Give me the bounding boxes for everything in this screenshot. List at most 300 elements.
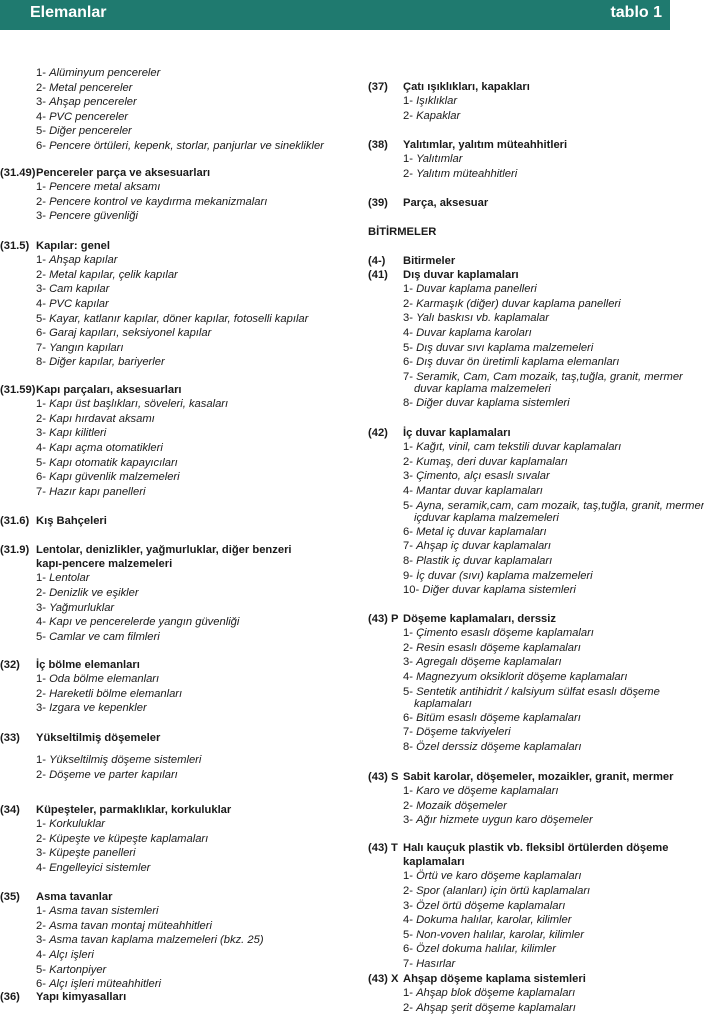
item-text: Kapı hırdavat aksamı <box>49 412 155 425</box>
item-text: Küpeşte ve küpeşte kaplamaları <box>49 832 209 845</box>
section-code: (34) <box>0 804 20 816</box>
item-text: Çimento esaslı döşeme kaplamaları <box>416 627 594 640</box>
section-title: Yapı kimyasalları <box>36 991 127 1003</box>
section <box>0 990 355 1004</box>
item-text: Özel örtü döşeme kaplamaları <box>416 899 566 912</box>
section-code: (37) <box>368 81 388 93</box>
item-number: 2- <box>36 687 50 700</box>
section-title: Dış duvar kaplamaları <box>403 269 519 281</box>
item-number: 2- <box>36 81 50 94</box>
section-heading <box>368 80 670 94</box>
item-text: Sentetik antihidrit / kalsiyum sülfat esaslı döşeme <box>416 685 660 698</box>
section <box>0 543 355 644</box>
item-number: 2- <box>36 268 50 281</box>
item-text: Izgara ve kepenkler <box>49 702 147 715</box>
item-text: Ayna, seramik,cam, cam mozaik, taş,tuğla, granit, mermer <box>416 499 704 512</box>
list-item <box>368 813 670 828</box>
item-number: 9- <box>403 569 417 582</box>
item-number: 3- <box>36 601 50 614</box>
item-text: Kapı ve pencerelerde yangın güvenliği <box>49 616 240 629</box>
item-text-cont: içduvar kaplama malzemeleri <box>414 512 559 525</box>
item-text: Ahşap kapılar <box>49 254 118 267</box>
item-number: 1- <box>36 398 50 411</box>
item-text: Garaj kapıları, seksiyonel kapılar <box>49 327 212 340</box>
item-text: Özel dokuma halılar, kilimler <box>416 943 556 956</box>
section <box>0 383 355 499</box>
item-number: 4- <box>36 616 50 629</box>
section-code: (41) <box>368 269 388 281</box>
item-text: Pencere metal aksamı <box>49 181 161 194</box>
item-text: İç duvar (sıvı) kaplama malzemeleri <box>416 569 593 582</box>
list-item <box>368 525 670 540</box>
section-code: (43) X <box>368 973 399 985</box>
item-number: 2- <box>403 455 417 468</box>
item-text: Kapı üst başlıkları, söveleri, kasaları <box>49 398 229 411</box>
item-text: Pencere güvenliği <box>49 210 138 223</box>
item-number: 2- <box>36 919 50 932</box>
item-text: Yağmurluklar <box>49 601 115 614</box>
section-code: (31.6) <box>0 515 30 527</box>
section-code: (31.49) <box>0 167 36 179</box>
item-number: 1- <box>36 254 50 267</box>
item-text: Hasırlar <box>416 957 456 970</box>
section-heading <box>0 166 355 180</box>
list-item <box>368 554 670 569</box>
section-code: (31.9) <box>0 544 30 556</box>
list-item <box>0 753 355 768</box>
item-text: Lentolar <box>49 572 90 585</box>
item-text: Yükseltilmiş döşeme sistemleri <box>49 754 202 767</box>
table-label: tablo 1 <box>610 4 662 21</box>
item-number: 7- <box>403 370 417 383</box>
list-item <box>0 66 355 81</box>
list-item <box>0 817 355 832</box>
item-text: Alüminyum pencereler <box>49 67 161 79</box>
list-item <box>368 670 670 685</box>
list-item <box>0 412 355 427</box>
item-text: Diğer kapılar, bariyerler <box>49 356 165 369</box>
section <box>0 658 355 716</box>
item-text: Mantar duvar kaplamaları <box>416 484 543 497</box>
item-text: Ahşap pencereler <box>49 96 137 109</box>
list-item <box>0 282 355 297</box>
item-number: 3- <box>36 283 50 296</box>
item-text: Kapı otomatik kapayıcıları <box>49 456 178 469</box>
section-heading <box>0 803 355 817</box>
item-text: Alçı işleri müteahhitleri <box>49 978 161 991</box>
section-heading <box>368 426 670 440</box>
section <box>368 612 670 755</box>
section-heading-cont <box>368 855 670 869</box>
section-title: Sabit karolar, döşemeler, mozaikler, granit, mermer <box>403 771 674 783</box>
item-number: 1- <box>36 818 50 831</box>
item-text: Kapı güvenlik malzemeleri <box>49 471 180 484</box>
section-code: (33) <box>0 732 20 744</box>
section-heading <box>368 254 670 268</box>
item-text: Pencere örtüleri, kepenk, storlar, panjurlar ve sineklikler <box>49 139 324 152</box>
section <box>368 972 670 1015</box>
section-title: Bitirmeler <box>403 255 456 267</box>
item-number: 1- <box>403 95 417 108</box>
item-text: Camlar ve cam filmleri <box>49 630 160 643</box>
list-item <box>0 672 355 687</box>
list-item <box>368 913 670 928</box>
item-text: Dış duvar ön üretimli kaplama elemanları <box>416 356 620 369</box>
item-text: Karmaşık (diğer) duvar kaplama panelleri <box>416 297 621 310</box>
item-number: 5- <box>36 630 50 643</box>
list-item <box>368 899 670 914</box>
item-number: 1- <box>403 283 417 296</box>
item-number: 2- <box>36 832 50 845</box>
item-number: 2- <box>403 1001 417 1014</box>
item-text: Mozaik döşemeler <box>416 799 507 812</box>
item-number: 1- <box>36 67 50 79</box>
item-number: 4- <box>36 297 50 310</box>
item-text: Kumaş, deri duvar kaplamaları <box>416 455 568 468</box>
list-item <box>0 485 355 500</box>
item-number: 3- <box>403 814 417 827</box>
item-text: Alçı işleri <box>49 948 94 961</box>
list-item <box>368 311 670 326</box>
list-item <box>368 484 670 499</box>
item-number: 1- <box>403 153 417 166</box>
list-item <box>368 396 670 411</box>
item-text: Agregalı döşeme kaplamaları <box>416 656 562 669</box>
section-heading <box>368 196 670 210</box>
section-heading <box>368 841 670 855</box>
item-text: Küpeşte panelleri <box>49 847 136 860</box>
item-number: 3- <box>36 427 50 440</box>
item-text: Oda bölme elemanları <box>49 673 160 686</box>
item-text: Karo ve döşeme kaplamaları <box>416 785 559 798</box>
section-heading <box>0 658 355 672</box>
page-header <box>0 0 670 30</box>
section-code: (43) S <box>368 771 399 783</box>
item-text: Yangın kapıları <box>49 341 124 354</box>
item-text-cont: duvar kaplama malzemeleri <box>414 383 551 396</box>
list-item <box>0 601 355 616</box>
item-number: 4- <box>403 914 417 927</box>
item-text: Hareketli bölme elemanları <box>49 687 183 700</box>
item-number: 7- <box>403 957 417 970</box>
item-number: 3- <box>36 96 50 109</box>
list-item <box>368 986 670 1001</box>
item-text: Bitüm esaslı döşeme kaplamaları <box>416 711 581 724</box>
section <box>0 66 355 154</box>
item-number: 5- <box>403 928 417 941</box>
item-text: Cam kapılar <box>49 283 110 296</box>
item-number: 2- <box>36 195 50 208</box>
item-number: 4- <box>36 861 50 874</box>
item-text: Döşeme takviyeleri <box>416 726 511 739</box>
list-item <box>368 326 670 341</box>
item-number: 1- <box>403 441 417 454</box>
item-number: 5- <box>36 125 50 138</box>
list-item <box>0 768 355 783</box>
section-code: (43) T <box>368 842 398 854</box>
list-item <box>0 701 355 716</box>
item-number: 5- <box>403 685 417 698</box>
item-number: 6- <box>403 943 417 956</box>
item-number: 7- <box>36 341 50 354</box>
list-item <box>0 615 355 630</box>
list-item <box>0 124 355 139</box>
list-item <box>368 583 670 598</box>
item-number: 3- <box>403 470 417 483</box>
list-item <box>368 928 670 943</box>
list-item <box>368 711 670 726</box>
item-text: Engelleyici sistemler <box>49 861 151 874</box>
item-number: 3- <box>403 656 417 669</box>
section <box>368 426 704 598</box>
item-text: Metal kapılar, çelik kapılar <box>49 268 178 281</box>
list-item <box>0 933 355 948</box>
item-text: Denizlik ve eşikler <box>49 586 139 599</box>
list-item <box>368 957 670 972</box>
section-title: İç duvar kaplamaları <box>403 427 511 439</box>
item-number: 4- <box>403 326 417 339</box>
item-number: 5- <box>403 341 417 354</box>
item-text: Diğer duvar kaplama sistemleri <box>422 584 576 597</box>
item-number: 4- <box>36 110 50 123</box>
item-number: 2- <box>36 586 50 599</box>
item-number: 2- <box>403 884 417 897</box>
item-text: Özel derssiz döşeme kaplamaları <box>416 740 582 753</box>
section <box>368 225 670 239</box>
section-heading <box>368 612 670 626</box>
item-text: Ahşap blok döşeme kaplamaları <box>416 987 576 1000</box>
item-number: 6- <box>36 978 50 991</box>
list-item <box>0 253 355 268</box>
section <box>368 770 674 828</box>
section-title: Yükseltilmiş döşemeler <box>36 732 161 744</box>
item-text: PVC pencereler <box>49 110 129 123</box>
section-title: Parça, aksesuar <box>403 197 489 209</box>
section-code: (39) <box>368 197 388 209</box>
list-item <box>0 441 355 456</box>
section <box>0 239 355 370</box>
item-text: Spor (alanları) için örtü kaplamaları <box>416 884 591 897</box>
item-number: 5- <box>403 499 417 512</box>
item-number: 8- <box>403 396 417 409</box>
section-heading <box>0 890 355 904</box>
section-heading <box>0 383 355 397</box>
section-title: Kış Bahçeleri <box>36 515 107 527</box>
section-title: Pencereler parça ve aksesuarları <box>36 167 211 179</box>
section-code: (42) <box>368 427 388 439</box>
item-number: 4- <box>36 948 50 961</box>
item-text: Ağır hizmete uygun karo döşemeler <box>416 814 593 827</box>
section-title: İç bölme elemanları <box>36 659 140 671</box>
list-item <box>0 397 355 412</box>
item-text: Dış duvar sıvı kaplama malzemeleri <box>416 341 594 354</box>
item-text: Seramik, Cam, Cam mozaik, taş,tuğla, granit, mermer <box>416 370 683 383</box>
list-item <box>0 355 355 370</box>
item-number: 8- <box>403 740 417 753</box>
list-item <box>0 963 355 978</box>
item-number: 8- <box>403 554 417 567</box>
section-code: (4-) <box>368 255 386 267</box>
list-item <box>0 426 355 441</box>
item-text: Dokuma halılar, karolar, kilimler <box>416 914 572 927</box>
list-item <box>368 469 670 484</box>
item-text: Plastik iç duvar kaplamaları <box>416 554 553 567</box>
section-title: Kapılar: genel <box>36 240 110 252</box>
section-title: Ahşap döşeme kaplama sistemleri <box>403 973 586 985</box>
list-item <box>0 110 355 125</box>
item-text: Ahşap şerit döşeme kaplamaları <box>416 1001 576 1014</box>
list-item <box>368 355 670 370</box>
section-heading-cont <box>0 557 355 571</box>
list-item <box>368 784 670 799</box>
section-heading <box>0 514 355 528</box>
section-heading <box>368 770 674 784</box>
list-item <box>368 884 670 899</box>
item-number: 7- <box>36 485 50 498</box>
list-item <box>368 725 670 740</box>
item-number: 4- <box>403 484 417 497</box>
item-number: 6- <box>36 327 50 340</box>
item-number: 8- <box>36 356 50 369</box>
section-title: Kapı parçaları, aksesuarları <box>36 384 182 396</box>
section <box>0 731 355 782</box>
item-number: 2- <box>403 799 417 812</box>
list-item <box>368 297 670 312</box>
item-text: Diğer pencereler <box>49 125 132 138</box>
list-item <box>0 268 355 283</box>
list-item <box>368 440 670 455</box>
section-code: (35) <box>0 891 20 903</box>
item-number: 1- <box>36 754 50 767</box>
section-code: (31.5) <box>0 240 30 252</box>
item-number: 6- <box>403 711 417 724</box>
item-number: 6- <box>36 471 50 484</box>
list-item <box>0 948 355 963</box>
section-heading <box>368 138 670 152</box>
list-item <box>0 180 355 195</box>
item-text: Kapı kilitleri <box>49 427 107 440</box>
list-item <box>368 942 670 957</box>
item-number: 2- <box>403 167 417 180</box>
item-text: Diğer duvar kaplama sistemleri <box>416 396 570 409</box>
item-text: Duvar kaplama karoları <box>416 326 532 339</box>
header-title: Elemanlar <box>30 4 107 21</box>
list-item <box>368 455 670 470</box>
section <box>0 803 355 876</box>
list-item <box>368 626 670 641</box>
list-item <box>368 1001 670 1016</box>
item-text: Non-voven halılar, karolar, kilimler <box>416 928 584 941</box>
item-number: 1- <box>403 987 417 1000</box>
item-text: Işıklıklar <box>416 95 458 108</box>
list-item <box>368 569 670 584</box>
item-number: 1- <box>403 627 417 640</box>
section <box>368 268 683 411</box>
item-number: 10- <box>403 584 423 597</box>
item-number: 1- <box>36 673 50 686</box>
item-number: 7- <box>403 726 417 739</box>
section-heading <box>0 239 355 253</box>
list-item <box>368 109 670 124</box>
section-code: (43) P <box>368 613 399 625</box>
list-item <box>0 139 355 154</box>
list-item <box>0 326 355 341</box>
item-text: Metal pencereler <box>49 81 133 94</box>
item-number: 2- <box>403 109 417 122</box>
list-item <box>368 641 670 656</box>
section-code: (38) <box>368 139 388 151</box>
list-item <box>0 456 355 471</box>
list-item <box>368 655 670 670</box>
section-heading <box>368 268 670 282</box>
section-title: Küpeşteler, parmaklıklar, korkuluklar <box>36 804 232 816</box>
section <box>368 196 670 210</box>
item-number: 1- <box>36 572 50 585</box>
item-text: Yalıtımlar <box>416 153 463 166</box>
section-title: Yalıtımlar, yalıtım müteahhitleri <box>403 139 568 151</box>
list-item <box>0 919 355 934</box>
item-number: 3- <box>36 210 50 223</box>
section <box>368 138 670 181</box>
list-item <box>368 167 670 182</box>
section-title-cont: kapı-pencere malzemeleri <box>36 558 173 571</box>
item-text: Ahşap iç duvar kaplamaları <box>416 540 552 553</box>
section-title-cont: kaplamaları <box>403 856 465 869</box>
list-item <box>0 95 355 110</box>
item-text: PVC kapılar <box>49 297 109 310</box>
item-number: 5- <box>36 456 50 469</box>
item-text: Kapı açma otomatikleri <box>49 441 163 454</box>
item-text: Yalı baskısı vb. kaplamalar <box>416 312 549 325</box>
item-number: 2- <box>36 768 50 781</box>
list-item <box>0 687 355 702</box>
item-number: 5- <box>36 963 50 976</box>
item-number: 6- <box>36 139 50 152</box>
list-item <box>0 81 355 96</box>
section-title: Asma tavanlar <box>36 891 113 903</box>
list-item <box>0 861 355 876</box>
item-number: 1- <box>36 181 50 194</box>
list-item <box>0 630 355 645</box>
list-item <box>0 832 355 847</box>
list-item <box>368 341 670 356</box>
list-item <box>0 846 355 861</box>
item-text: Örtü ve karo döşeme kaplamaları <box>416 870 582 883</box>
list-item <box>368 282 670 297</box>
section-title: Halı kauçuk plastik vb. fleksibl örtülerden döşeme <box>403 842 669 854</box>
list-item <box>368 740 670 755</box>
list-item <box>0 571 355 586</box>
item-text: Kapaklar <box>416 109 461 122</box>
list-item <box>0 470 355 485</box>
item-number: 2- <box>403 641 417 654</box>
list-item <box>0 195 355 210</box>
item-number: 1- <box>403 870 417 883</box>
section-heading <box>368 225 670 239</box>
item-text: Kağıt, vinil, cam tekstili duvar kaplamaları <box>416 441 622 454</box>
item-text: Asma tavan montaj müteahhitleri <box>49 919 212 932</box>
item-number: 3- <box>403 899 417 912</box>
list-item <box>0 586 355 601</box>
section-heading <box>0 731 355 745</box>
section-title: Döşeme kaplamaları, derssiz <box>403 613 556 625</box>
item-number: 5- <box>36 312 50 325</box>
section-heading <box>0 990 355 1004</box>
item-number: 2- <box>36 412 50 425</box>
section <box>0 166 355 224</box>
section-heading <box>368 972 670 986</box>
item-number: 6- <box>403 356 417 369</box>
